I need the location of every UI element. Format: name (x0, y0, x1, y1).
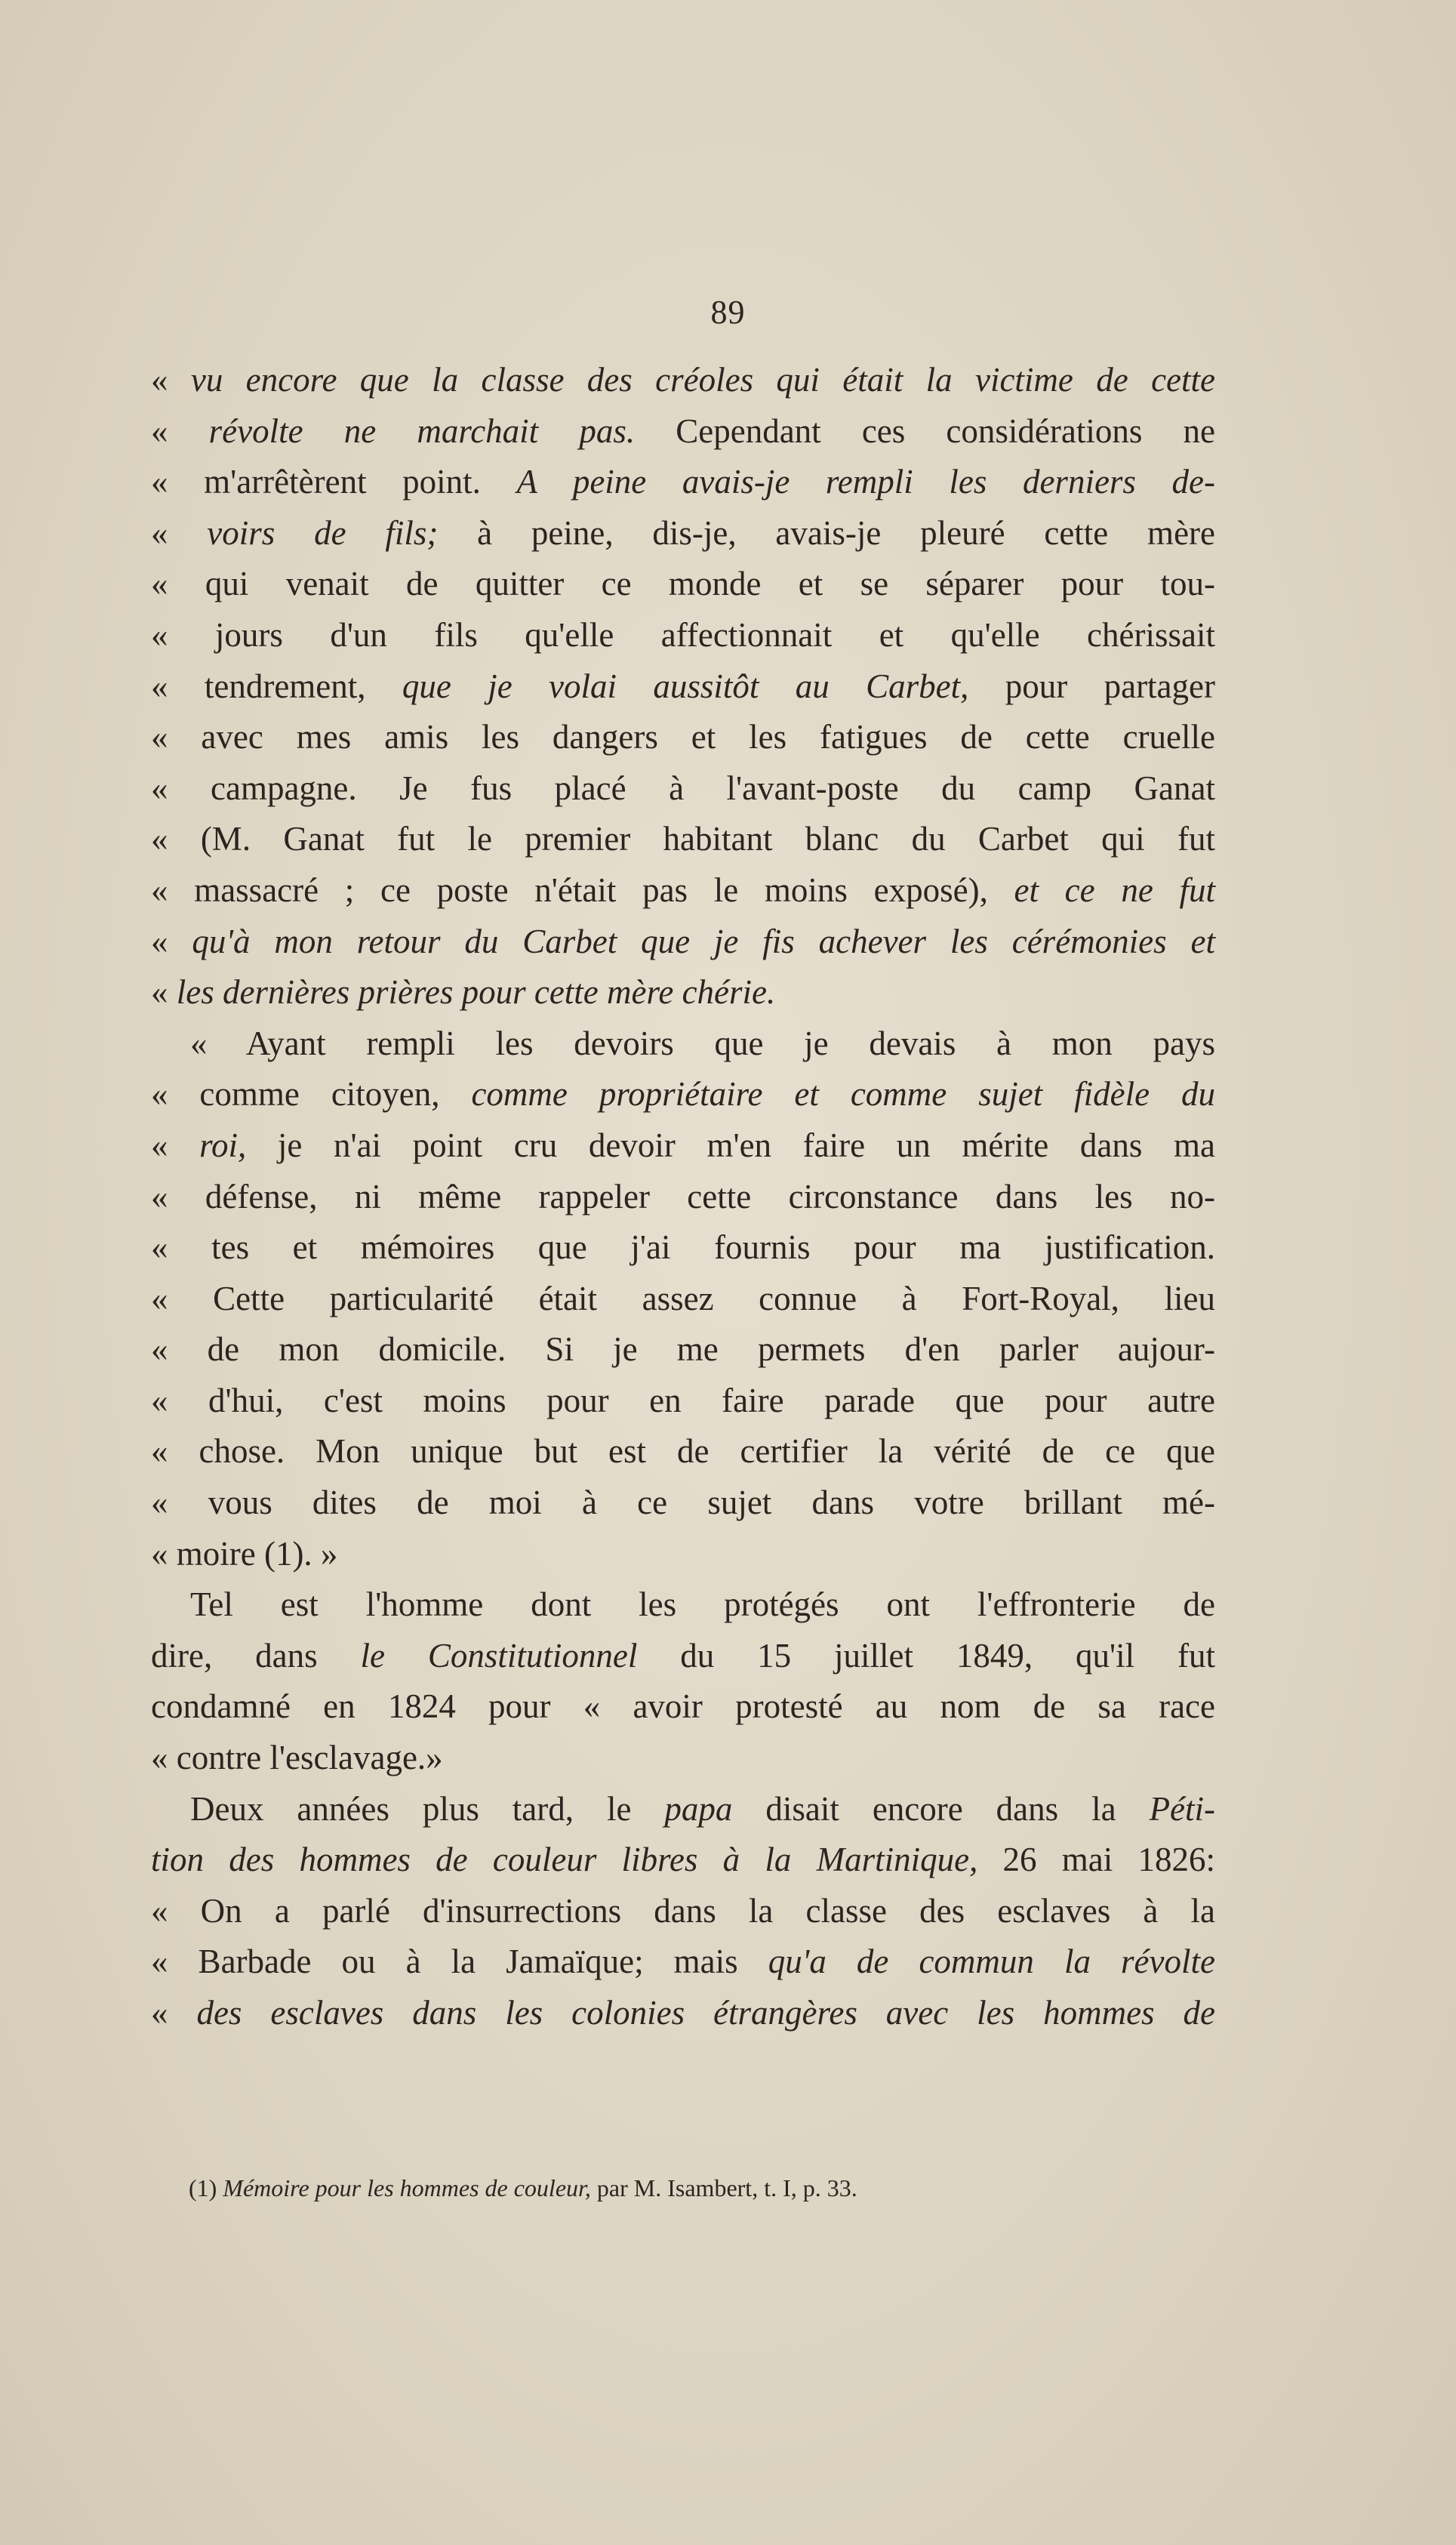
text-line (151, 1426, 1215, 1477)
italic-text: A peine avais-je rempli les derniers de- (516, 463, 1216, 501)
text-line (151, 610, 1215, 661)
text-segment: « (151, 1126, 200, 1164)
page-number: 89 (710, 294, 746, 331)
text-segment: « tendrement, (151, 667, 402, 705)
text-line (151, 1324, 1215, 1376)
text-segment: « jours d'un fils qu'elle affectionnait et qu'elle chérissait (151, 615, 1215, 654)
text-line (151, 1835, 1215, 1886)
text-line (151, 967, 1215, 1018)
text-line (151, 1886, 1215, 1937)
text-segment: « (151, 973, 177, 1012)
text-line (151, 1018, 1215, 1070)
text-line (151, 1681, 1215, 1733)
italic-text: les dernières prières pour cette mère chérie. (176, 973, 776, 1012)
text-segment: « (M. Ganat fut le premier habitant blanc du Carbet qui fut (151, 820, 1215, 858)
text-segment: 26 mai 1826: (977, 1841, 1216, 1879)
text-line (151, 814, 1215, 865)
text-line (151, 1988, 1215, 2039)
text-segment: condamné en 1824 pour « avoir protesté au nom de sa race (151, 1687, 1215, 1726)
text-line (151, 1529, 1215, 1580)
italic-text: comme propriétaire et comme sujet fidèle du (471, 1075, 1215, 1114)
text-line (151, 1069, 1215, 1120)
text-segment: « (151, 1994, 197, 2032)
footnote-italic-text: Mémoire pour les hommes de couleur, (223, 2174, 591, 2201)
italic-text: tion des hommes de couleur libres à la Martinique, (151, 1841, 978, 1879)
text-segment: « vous dites de moi à ce sujet dans votre brillant mé- (151, 1484, 1215, 1522)
italic-text: roi, (199, 1126, 247, 1164)
italic-text: le Constitutionnel (360, 1636, 638, 1675)
text-line (151, 1222, 1215, 1274)
footnote-text: par M. Isambert, t. I, p. 33. (590, 2174, 857, 2201)
text-segment: « défense, ni même rappeler cette circonstance dans les no- (151, 1177, 1215, 1215)
text-segment: Deux années plus tard, le (190, 1789, 665, 1828)
text-segment: je n'ai point cru devoir m'en faire un mérite dans ma (246, 1126, 1215, 1164)
text-segment: à peine, dis-je, avais-je pleuré cette mère (438, 513, 1215, 552)
text-segment: « (151, 513, 208, 552)
text-segment: « qui venait de quitter ce monde et se séparer pour tou- (151, 565, 1215, 603)
text-segment: « contre l'esclavage.» (151, 1739, 443, 1777)
italic-text: révolte ne marchait pas. (208, 411, 636, 450)
text-line (151, 355, 1215, 406)
text-segment: « (151, 411, 209, 450)
text-segment: « avec mes amis les dangers et les fatigues de cette cruelle (151, 718, 1215, 756)
text-segment: Tel est l'homme dont les protégés ont l'effronterie de (190, 1585, 1215, 1624)
text-line (151, 1274, 1215, 1325)
footnote (189, 2173, 1170, 2203)
italic-text: des esclaves dans les colonies étrangères avec les hommes de (196, 1994, 1215, 2032)
text-segment: « tes et mémoires que j'ai fournis pour ma justification. (151, 1228, 1215, 1267)
italic-text: papa (664, 1789, 733, 1828)
text-segment: « m'arrêtèrent point. (151, 463, 517, 501)
text-line (151, 559, 1215, 610)
text-segment: « Ayant rempli les devoirs que je devais à mon pays (190, 1024, 1215, 1062)
text-segment: « moire (1). » (151, 1534, 338, 1573)
text-line (151, 508, 1215, 559)
text-line (151, 1733, 1215, 1784)
text-line (151, 917, 1215, 968)
text-line (151, 1477, 1215, 1529)
text-segment: « On a parlé d'insurrections dans la classe des esclaves à la (151, 1891, 1215, 1930)
italic-text: vu encore que la classe des créoles qui était la victime de cette (190, 361, 1215, 399)
text-segment: « comme citoyen, (151, 1075, 472, 1114)
italic-text: Péti- (1149, 1789, 1216, 1828)
text-segment: « (151, 361, 191, 399)
text-segment: « Barbade ou à la Jamaïque; mais (151, 1943, 768, 1981)
italic-text: voirs de fils; (207, 513, 439, 552)
text-segment: dire, dans (151, 1636, 361, 1675)
text-line (151, 1936, 1215, 1988)
text-line (151, 865, 1215, 917)
text-line (151, 1784, 1215, 1835)
body-text (151, 355, 1215, 2039)
text-segment: « de mon domicile. Si je me permets d'en parler aujour- (151, 1330, 1215, 1369)
text-line (151, 661, 1215, 713)
text-line (151, 1631, 1215, 1682)
text-segment: « d'hui, c'est moins pour en faire parade que pour autre (151, 1381, 1215, 1419)
italic-text: que je volai aussitôt au Carbet, (402, 667, 969, 705)
text-segment: disait encore dans la (732, 1789, 1150, 1828)
text-segment: « campagne. Je fus placé à l'avant-poste du camp Ganat (151, 769, 1215, 807)
text-segment: « chose. Mon unique but est de certifier la vérité de ce que (151, 1432, 1215, 1471)
italic-text: qu'a de commun la révolte (768, 1943, 1215, 1981)
footnote-text: (1) (189, 2174, 223, 2201)
text-segment: « massacré ; ce poste n'était pas le moins exposé), (151, 870, 1014, 909)
text-segment: Cependant ces considérations ne (635, 411, 1215, 450)
text-line (151, 1376, 1215, 1427)
text-line (151, 457, 1215, 508)
text-line (151, 763, 1215, 815)
italic-text: et ce ne fut (1014, 870, 1215, 909)
text-line (151, 712, 1215, 763)
text-segment: « (151, 922, 192, 960)
text-segment: du 15 juillet 1849, qu'il fut (637, 1636, 1215, 1675)
text-segment: « Cette particularité était assez connue à Fort-Royal, lieu (151, 1279, 1215, 1317)
text-segment: pour partager (968, 667, 1215, 705)
text-line (151, 1579, 1215, 1631)
text-line (151, 1120, 1215, 1172)
italic-text: qu'à mon retour du Carbet que je fis achever les cérémonies et (192, 922, 1215, 960)
text-line (151, 1172, 1215, 1223)
text-line (151, 406, 1215, 458)
